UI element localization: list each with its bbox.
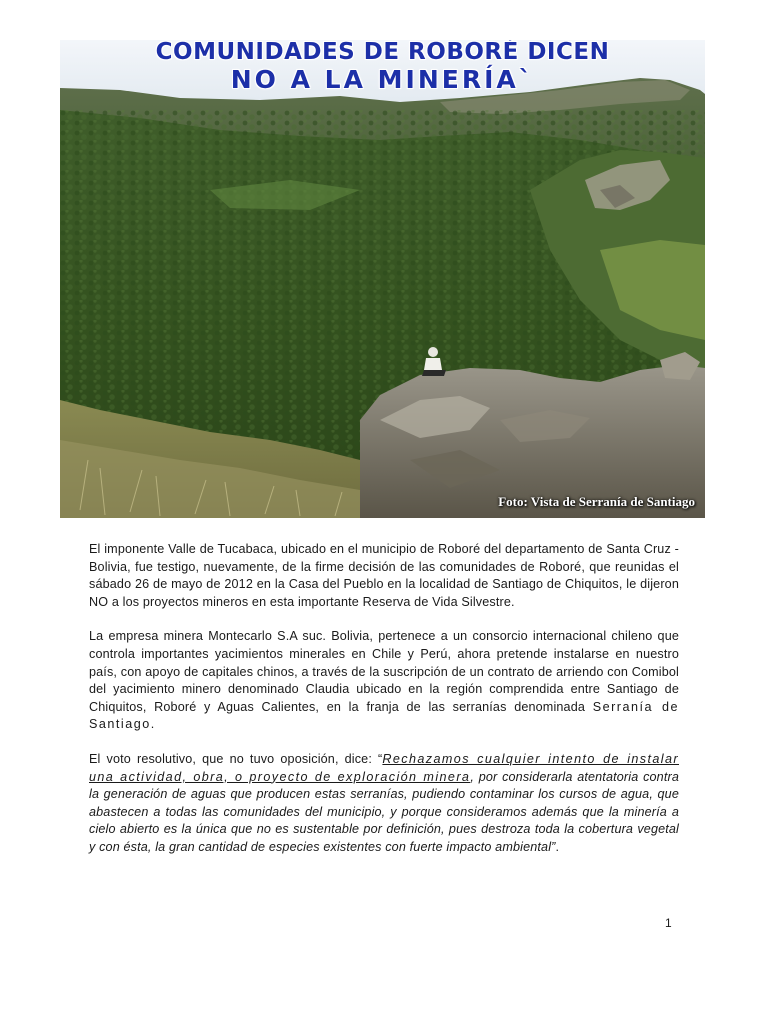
paragraph-3 [89,751,679,857]
mountain-landscape-image [60,40,705,518]
paragraph-1 [89,541,679,611]
article-body [89,541,679,874]
title-line-2: NO A LA MINERÍA` [230,65,535,94]
paragraph-1-text: El imponente Valle de Tucabaca, ubicado en el municipio de Roboré del departamento de Santa Cruz - Bolivia, fue testigo, nuevamente, de la firme decisión de las comunidades de Roboré, que reunidas el sábado 26 de mayo de 2012 en la Casa del Pueblo en la localidad de Santiago de Chiquitos, le dijeron NO a los proyectos mineros en esta importante Reserva de Vida Silvestre. [89,542,679,609]
title-line-1: COMUNIDADES DE ROBORÉ DICEN [155,40,610,65]
paragraph-2-text: La empresa minera Montecarlo S.A suc. Bolivia, pertenece a un consorcio internacional chileno que controla importantes yacimientos minerales en Chile y Perú, ahora pretende instalarse en nuestro país, con apoyo de capitales chinos, a través de la suscripción de un contrato de arriendo con Comibol del yacimiento minero denominado Claudia ubicado en la región comprendida entre Santiago de Chiquitos, Roboré y Aguas Calientes, en la franja de las serranías denominada [89,629,679,714]
resolution-quote-underlined: Rechazamos cualquier intento de instalar una actividad, obra, o proyecto de exploración minera [89,751,679,784]
paragraph-2 [89,628,679,734]
article-title [60,40,705,94]
paragraph-2-end: . [150,717,155,732]
photo-caption: Foto: Vista de Serranía de Santiago [498,494,695,509]
place-name: Serranía de Santiago [89,699,680,732]
paragraph-3-intro: El voto resolutivo, que no tuvo oposición, dice: “ [89,751,383,766]
page-number: 1 [665,916,672,930]
resolution-quote-rest: , por considerarla atentatoria contra la generación de aguas que producen estas serranías, pudiendo contaminar los cursos de agua, que abastecen a todas las comunidades del municipio, y porque consideramos además que la minería a cielo abierto es la única que no es sustentable por definición, pues destroza toda la cobertura vegetal y con ésta, la gran cantidad de especies existentes con fuerte impacto ambiental” [89,769,679,854]
paragraph-3-end: . [555,839,560,854]
hero-photo [60,40,705,518]
